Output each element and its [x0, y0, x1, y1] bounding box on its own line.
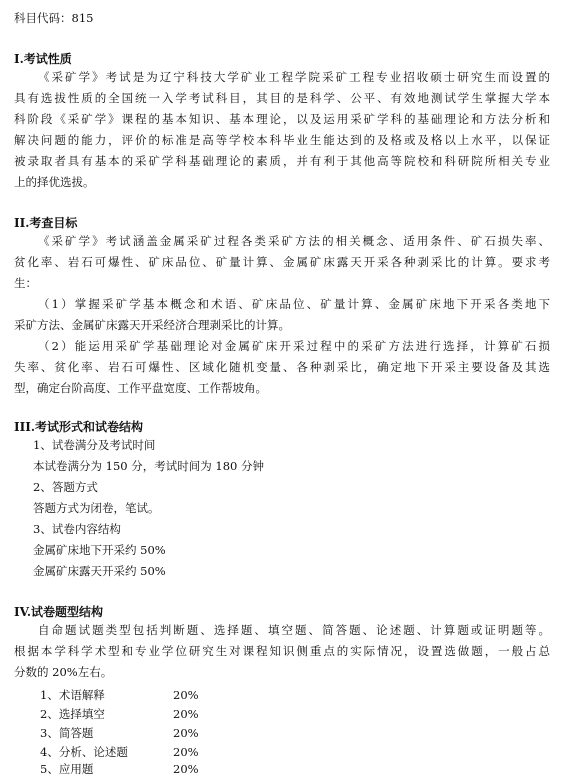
type-pct: 20% [173, 726, 199, 740]
paragraph-line: 《采矿学》考试是为辽宁科技大学矿业工程学院采矿工程专业招收硕士研究生而设置的 [38, 70, 550, 84]
paragraph-line: 具有选拔性质的全国统一入学考试科目，其目的是科学、公平、有效地测试学生掌握大学本 [14, 91, 550, 105]
paragraph-line: 科阶段《采矿学》课程的基本知识、基本理论，以及运用采矿学科的基础理论和方法分析和 [14, 112, 550, 126]
list-item: 金属矿床露天开采约 50% [33, 564, 166, 578]
type-name: 5、应用题 [40, 762, 94, 776]
list-item: 金属矿床地下开采约 50% [33, 543, 166, 557]
list-item: 1、试卷满分及考试时间 [33, 438, 156, 452]
type-pct: 20% [173, 745, 199, 759]
paragraph-line: 型，确定台阶高度、工作平盘宽度、工作帮坡角。 [14, 381, 267, 395]
type-name: 1、术语解释 [40, 688, 105, 702]
paragraph-line: 采矿方法、金属矿床露天开采经济合理剥采比的计算。 [14, 318, 290, 332]
paragraph-line: 上的择优选拔。 [14, 175, 95, 189]
paragraph-line: 解决问题的能力，评价的标准是高等学校本科毕业生能达到的及格或及格以上水平，以保证 [14, 133, 550, 147]
section-heading-nature: I.考试性质 [14, 52, 72, 66]
type-pct: 20% [173, 762, 199, 776]
type-pct: 20% [173, 707, 199, 721]
paragraph-line: （2）能运用采矿学基础理论对金属矿床开采过程中的采矿方法进行选择，计算矿石损 [38, 339, 550, 353]
paragraph-line: 失率、贫化率、岩石可爆性、区域化随机变量、各种剥采比，确定地下开采主要设备及其选 [14, 360, 550, 374]
list-item: 2、答题方式 [33, 480, 98, 494]
type-name: 3、简答题 [40, 726, 94, 740]
paragraph-line: 被录取者具有基本的采矿学科基础理论的素质，并有利于其他高等院校和科研院所相关专业 [14, 154, 550, 168]
paragraph-line: （1）掌握采矿学基本概念和术语、矿床品位、矿量计算、金属矿床地下开采各类地下 [38, 297, 550, 311]
paragraph-line: 生： [14, 276, 37, 290]
paragraph-line: 分数的 20%左右。 [14, 665, 113, 679]
list-item: 本试卷满分为 150 分，考试时间为 180 分钟 [33, 459, 265, 473]
list-item: 答题方式为闭卷，笔试。 [33, 501, 160, 515]
paragraph-line: 《采矿学》考试涵盖金属采矿过程各类采矿方法的相关概念、适用条件、矿石损失率、 [38, 234, 550, 248]
paragraph-line: 贫化率、岩石可爆性、矿床品位、矿量计算、金属矿床露天开采各种剥采比的计算。要求考 [14, 255, 550, 269]
type-pct: 20% [173, 688, 199, 702]
paragraph-line: 自命题试题类型包括判断题、选择题、填空题、简答题、论述题、计算题或证明题等。 [38, 623, 550, 637]
section-heading-question-types: IV.试卷题型结构 [14, 605, 104, 619]
section-heading-objectives: II.考查目标 [14, 216, 78, 230]
subject-code: 科目代码：815 [14, 11, 94, 25]
paragraph-line: 根据本学科学术型和专业学位研究生对课程知识侧重点的实际情况，设置选做题，一般占总 [14, 644, 550, 658]
list-item: 3、试卷内容结构 [33, 522, 121, 536]
type-name: 4、分析、论述题 [40, 745, 128, 759]
type-name: 2、选择填空 [40, 707, 105, 721]
section-heading-format: III.考试形式和试卷结构 [14, 420, 144, 434]
